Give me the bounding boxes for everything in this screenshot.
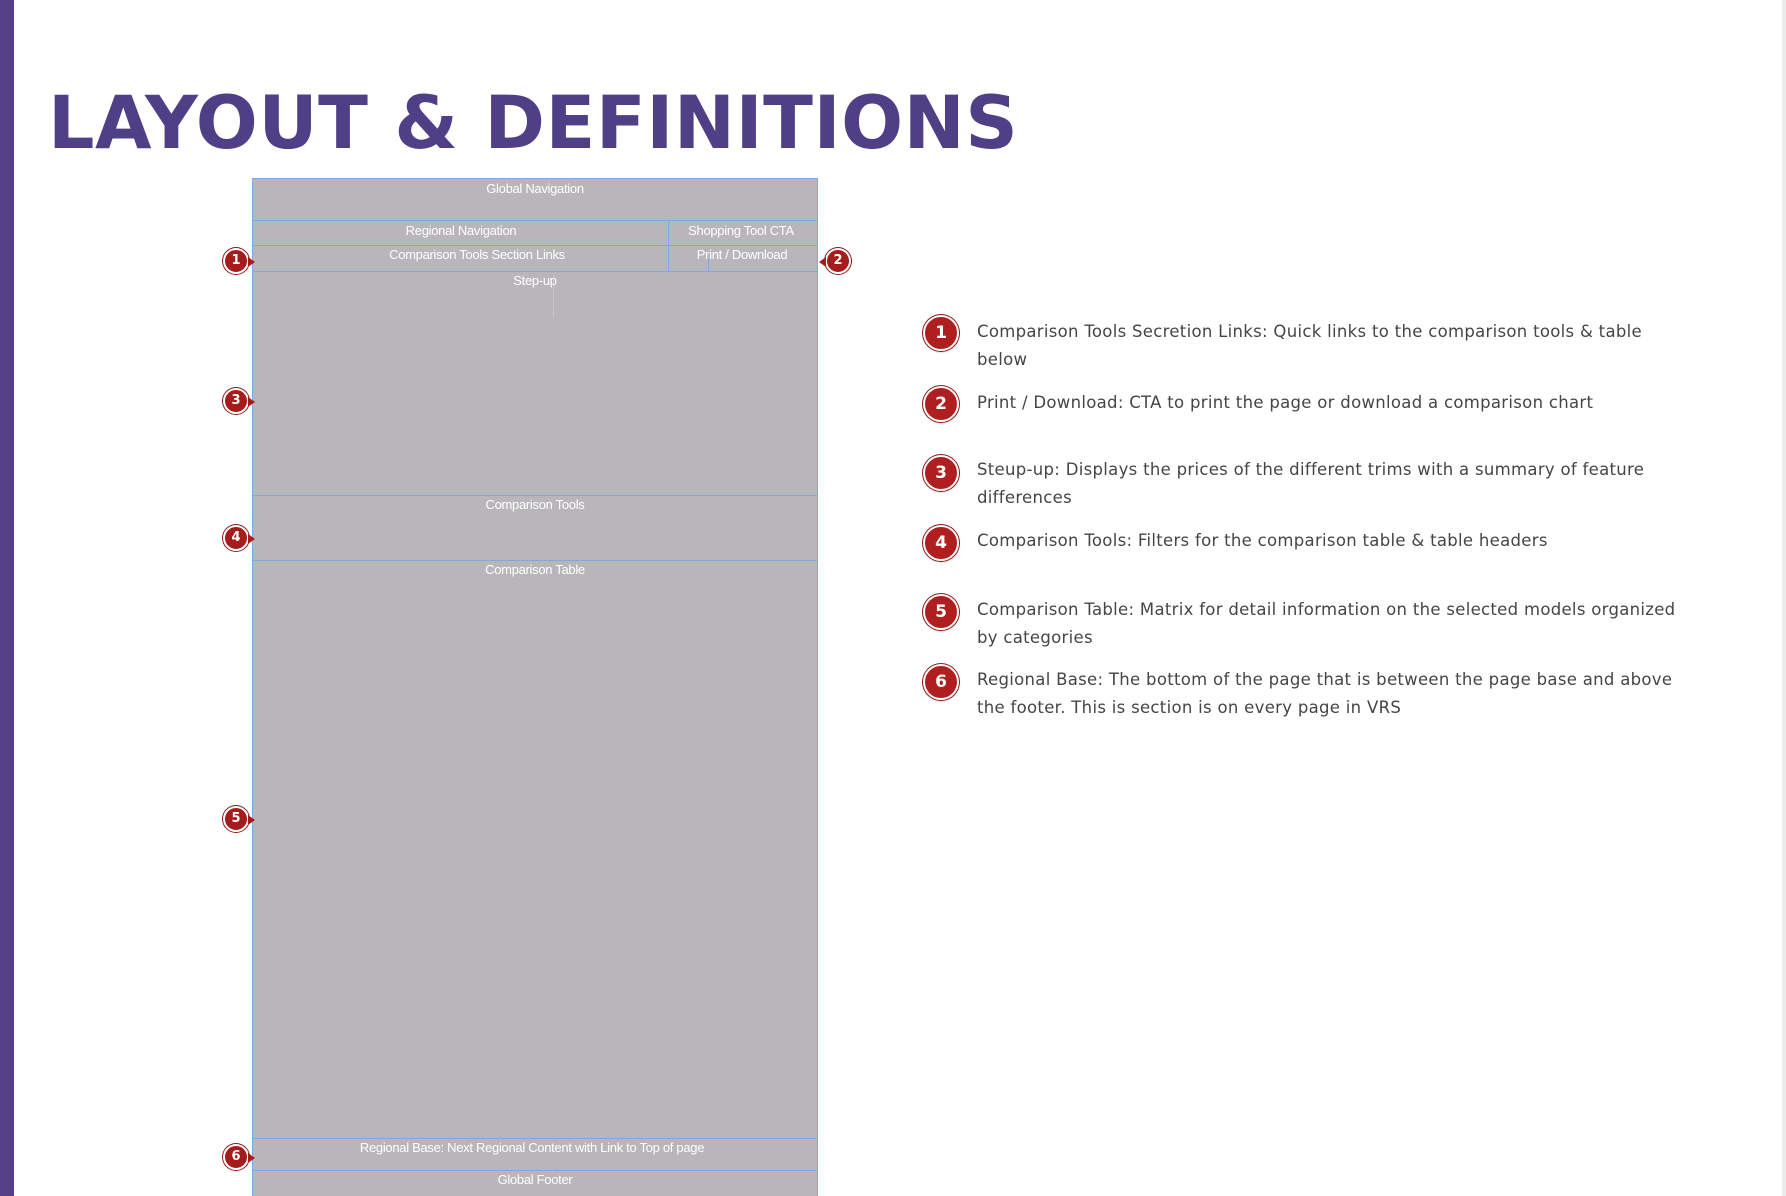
page-title: LAYOUT & DEFINITIONS (48, 81, 1019, 166)
divider-cta-column (668, 220, 669, 271)
divider-step-up (252, 495, 818, 496)
comparison-table-label: Comparison Table (485, 562, 585, 577)
section-links-label: Comparison Tools Section Links (389, 247, 565, 262)
definition-6-badge: 6 (923, 664, 959, 700)
marker-1-icon: 1 (223, 248, 249, 274)
definition-4-text: Comparison Tools: Filters for the comparison table & table headers (977, 531, 1548, 550)
global-footer-label: Global Footer (497, 1172, 573, 1187)
divider-global-nav (252, 220, 818, 221)
regional-base-label: Regional Base: Next Regional Content with Link to Top of page (359, 1140, 705, 1155)
regional-navigation-label: Regional Navigation (405, 223, 517, 238)
definition-5-text: Comparison Table: Matrix for detail information on the selected models organized by categories (977, 600, 1676, 647)
definition-4-badge: 4 (923, 525, 959, 561)
definition-3-badge: 3 (923, 455, 959, 491)
divider-regional-nav (252, 245, 818, 246)
definition-6-text: Regional Base: The bottom of the page that is between the page base and above the footer. This is section is on every page in VRS (977, 670, 1673, 717)
definition-5-badge: 5 (923, 594, 959, 630)
divider-comparison-tools (252, 560, 818, 561)
right-edge-shadow (1782, 0, 1786, 1196)
divider-section-links (252, 271, 818, 272)
marker-4-icon: 4 (223, 525, 249, 551)
definition-2-badge: 2 (923, 386, 959, 422)
definition-2-text: Print / Download: CTA to print the page or download a comparison chart (977, 393, 1594, 412)
definition-1-badge: 1 (923, 315, 959, 351)
left-accent-bar (0, 0, 14, 1196)
definition-1-text: Comparison Tools Secretion Links: Quick links to the comparison tools & table below (977, 322, 1642, 369)
marker-2-icon: 2 (825, 248, 851, 274)
marker-3-icon: 3 (223, 388, 249, 414)
print-download-label: Print / Download (696, 247, 788, 262)
comparison-tools-label: Comparison Tools (485, 497, 585, 512)
wireframe-diagram (252, 178, 818, 1196)
marker-6-icon: 6 (223, 1144, 249, 1170)
divider-regional-base (252, 1170, 818, 1171)
step-up-label: Step-up (513, 273, 557, 288)
definition-3-text: Steup-up: Displays the prices of the different trims with a summary of feature differences (977, 460, 1645, 507)
marker-5-icon: 5 (223, 806, 249, 832)
global-navigation-label: Global Navigation (486, 181, 584, 196)
divider-comparison-table (252, 1138, 818, 1139)
shopping-tool-cta-label: Shopping Tool CTA (688, 223, 794, 238)
